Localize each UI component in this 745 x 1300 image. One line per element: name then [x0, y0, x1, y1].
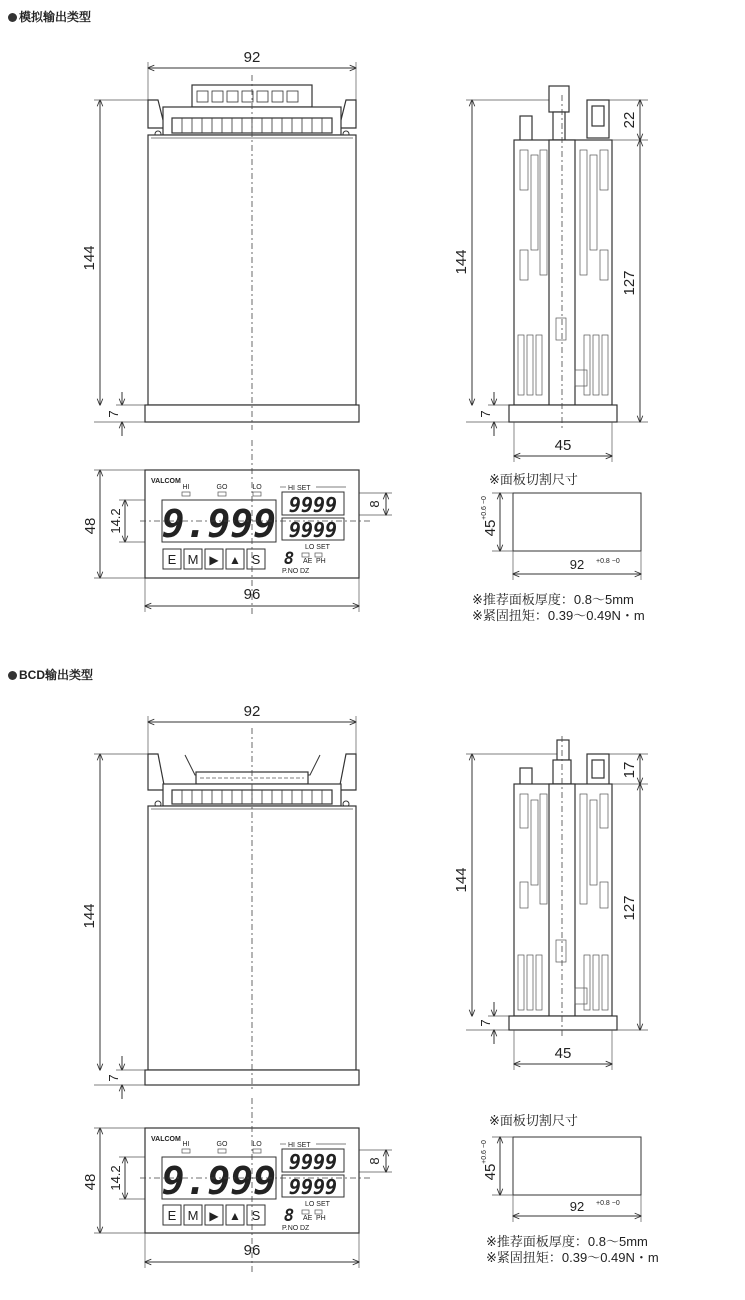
cutout-rect — [513, 1137, 641, 1195]
panel-dim-small-8: 8 — [367, 1157, 382, 1165]
side-dim-depth-45: 45 — [554, 437, 572, 454]
cutout-height: 45 — [482, 519, 499, 537]
cutout-height-tol: +0.6 −0 — [481, 1140, 488, 1164]
pno-digit: 8 — [283, 549, 295, 569]
led-label-lo: LO — [252, 484, 262, 491]
svg-text:S: S — [251, 552, 261, 567]
cutout-title: ※面板切割尺寸 — [489, 472, 578, 487]
dim-bezel-7: 7 — [106, 410, 121, 418]
analog-panel-view — [82, 440, 392, 615]
dz-label: DZ — [300, 568, 310, 575]
svg-text:▲: ▲ — [229, 553, 241, 567]
cutout-width-tol: +0.8 −0 — [596, 558, 620, 565]
panel-dim-height-48: 48 — [82, 517, 99, 535]
sub-display-value: 9999 — [288, 1175, 338, 1199]
bcd-panel-view — [82, 1098, 392, 1272]
svg-text:▶: ▶ — [209, 553, 219, 567]
led-label-lo: LO — [252, 1141, 262, 1148]
pno-label: P.NO — [282, 1225, 299, 1232]
pno-digit: 8 — [283, 1206, 295, 1226]
dim-width-92: 92 — [243, 49, 261, 66]
svg-text:M: M — [187, 552, 199, 567]
note-torque: ※紧固扭矩：0.39～0.49N・m — [486, 1250, 659, 1265]
main-display-value: 9.999 — [161, 1159, 277, 1203]
note-torque: ※紧固扭矩：0.39～0.49N・m — [472, 608, 645, 623]
lo-set-label: LO SET — [305, 1201, 330, 1208]
main-display-value: 9.999 — [161, 502, 277, 546]
side-dim-body-127: 127 — [621, 270, 638, 296]
side-dim-top-22: 22 — [621, 111, 638, 129]
cutout-width: 92 — [569, 557, 585, 572]
side-dim-body-127: 127 — [621, 895, 638, 921]
led-label-hi: HI — [182, 1141, 190, 1148]
led-label-go: GO — [216, 484, 228, 491]
led-label-go: GO — [216, 1141, 228, 1148]
svg-text:M: M — [187, 1208, 199, 1223]
note-thickness: ※推荐面板厚度：0.8～5mm — [472, 592, 634, 607]
brand-logo: VALCOM — [151, 478, 181, 485]
hi-set-value: 9999 — [288, 493, 338, 517]
ph-label: PH — [316, 1215, 326, 1222]
svg-text:▲: ▲ — [229, 1209, 241, 1223]
cutout-width-tol: +0.8 −0 — [596, 1200, 620, 1207]
brand-logo: VALCOM — [151, 1136, 181, 1143]
bcd-side-view — [453, 736, 648, 1070]
panel-dim-small-8: 8 — [367, 500, 382, 508]
cutout-height-tol: +0.6 −0 — [481, 496, 488, 520]
bcd-cutout — [481, 1113, 659, 1265]
panel-dim-display-14-2: 14.2 — [108, 1165, 123, 1191]
side-dim-bezel-7: 7 — [478, 410, 493, 418]
cutout-width: 92 — [569, 1199, 585, 1214]
side-dim-bezel-7: 7 — [478, 1019, 493, 1027]
analog-side-view — [453, 86, 648, 462]
section-title-bcd: BCD输出类型 — [8, 666, 93, 683]
cutout-height: 45 — [482, 1163, 499, 1181]
svg-text:E: E — [167, 552, 177, 567]
dim-width-92: 92 — [243, 703, 261, 720]
hi-set-label: HI SET — [288, 1142, 311, 1149]
hi-set-label: HI SET — [288, 485, 311, 492]
side-dim-height-144: 144 — [453, 249, 470, 275]
analog-front-view — [81, 49, 359, 436]
led-label-hi: HI — [182, 484, 190, 491]
cutout-title: ※面板切割尺寸 — [489, 1113, 578, 1128]
side-dim-height-144: 144 — [453, 867, 470, 893]
panel-dim-width-96: 96 — [243, 586, 261, 603]
cutout-rect — [513, 493, 641, 551]
note-thickness: ※推荐面板厚度：0.8～5mm — [486, 1234, 648, 1249]
dim-height-144: 144 — [81, 245, 98, 271]
sub-display-value: 9999 — [288, 518, 338, 542]
pno-label: P.NO — [282, 568, 299, 575]
ae-label: AE — [303, 1215, 313, 1222]
side-dim-top-17: 17 — [621, 761, 638, 779]
side-dim-depth-45: 45 — [554, 1045, 572, 1062]
bcd-front-view — [81, 703, 359, 1099]
svg-text:S: S — [251, 1208, 261, 1223]
panel-dim-height-48: 48 — [82, 1173, 99, 1191]
section-title-analog: 模拟输出类型 — [8, 8, 91, 25]
lo-set-label: LO SET — [305, 544, 330, 551]
dim-height-144: 144 — [81, 903, 98, 929]
analog-cutout — [472, 472, 645, 623]
svg-text:▶: ▶ — [209, 1209, 219, 1223]
dim-bezel-7: 7 — [106, 1074, 121, 1082]
ph-label: PH — [316, 558, 326, 565]
panel-dim-display-14-2: 14.2 — [108, 508, 123, 534]
svg-text:E: E — [167, 1208, 177, 1223]
dz-label: DZ — [300, 1225, 310, 1232]
panel-dim-width-96: 96 — [243, 1242, 261, 1259]
ae-label: AE — [303, 558, 313, 565]
hi-set-value: 9999 — [288, 1150, 338, 1174]
